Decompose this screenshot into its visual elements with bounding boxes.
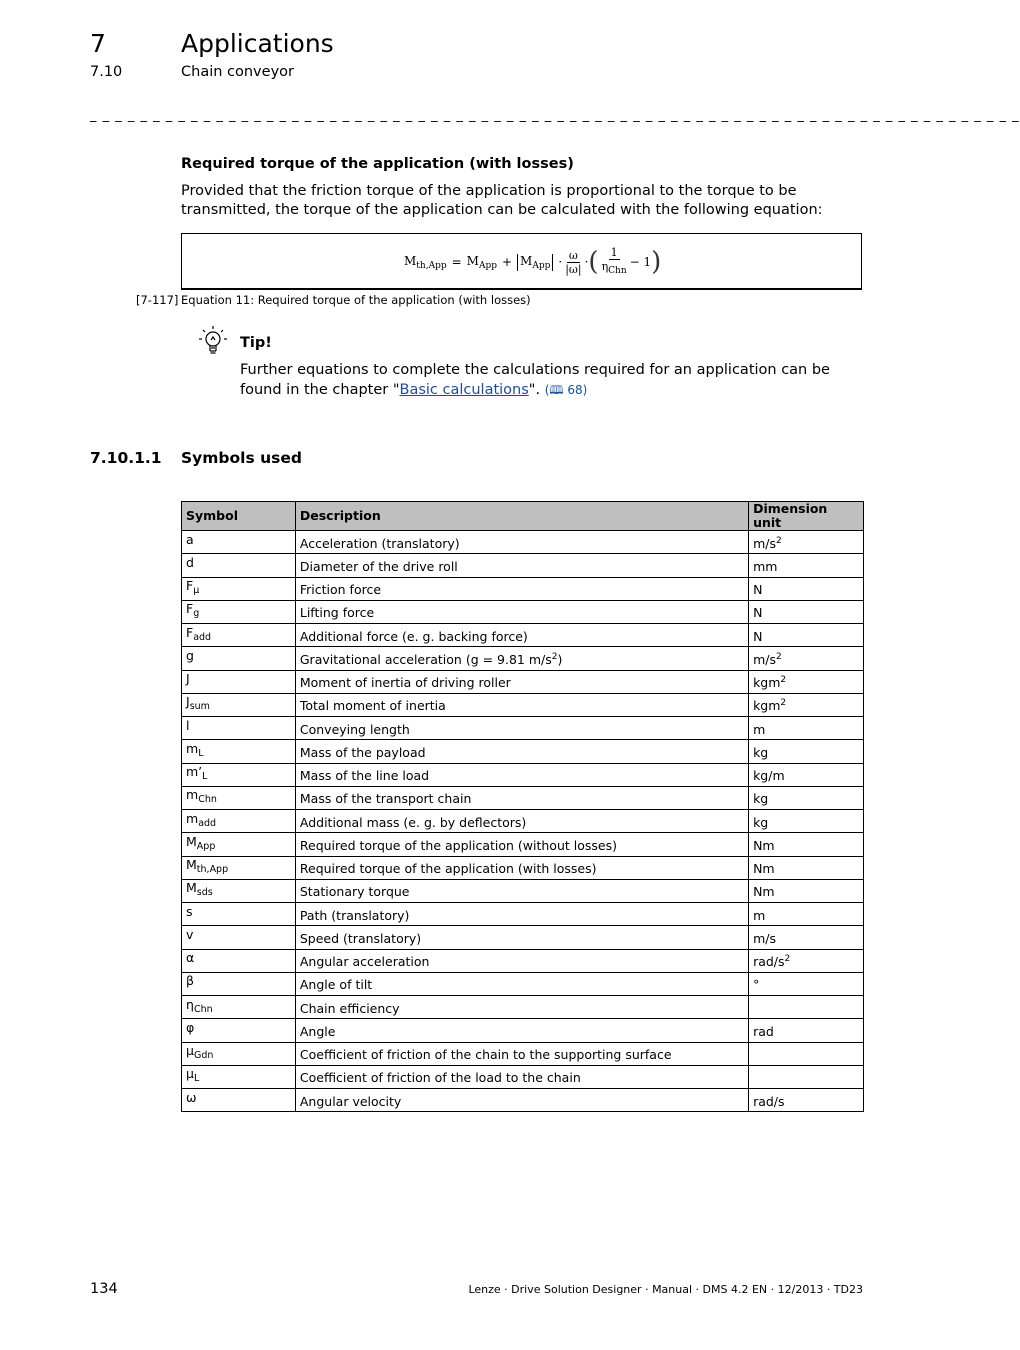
unit-cell: kgm$^2$ <box>749 693 864 716</box>
symbol-cell: $M_{App}$ <box>182 833 296 856</box>
table-row <box>182 693 864 716</box>
subsection-number: 7.10.1.1 <box>90 449 162 467</box>
eq-minus-one: − 1 <box>629 255 652 269</box>
unit-cell: kg/m <box>749 763 864 786</box>
subsection-title: Symbols used <box>181 449 302 467</box>
table-row <box>182 1089 864 1112</box>
description-cell: Gravitational acceleration (g = 9.81 $m/s^2$) <box>295 647 748 670</box>
symbol-cell: $\mu_L$ <box>182 1065 296 1088</box>
unit-cell <box>749 1042 864 1065</box>
description-cell: Acceleration (translatory) <box>295 531 748 554</box>
symbol-cell: $\eta_{Chn}$ <box>182 996 296 1019</box>
lightbulb-icon <box>196 324 230 358</box>
symbol-cell: s <box>182 903 296 926</box>
equation-caption-text: Equation 11: Required torque of the application (with losses) <box>181 293 531 307</box>
unit-cell: N <box>749 600 864 623</box>
description-cell: Mass of the payload <box>295 740 748 763</box>
unit-cell: kg <box>749 786 864 809</box>
table-row <box>182 624 864 647</box>
basic-calculations-link[interactable]: Basic calculations <box>399 382 529 398</box>
symbol-cell: d <box>182 554 296 577</box>
eq-paren-open: ( <box>588 247 599 277</box>
unit-cell: mm <box>749 554 864 577</box>
description-cell: Required torque of the application (with losses) <box>295 856 748 879</box>
unit-cell: m <box>749 717 864 740</box>
description-cell: Additional force (e. g. backing force) <box>295 624 748 647</box>
symbols-table <box>181 501 864 1112</box>
description-cell: Angle <box>295 1019 748 1042</box>
unit-cell: kg <box>749 740 864 763</box>
table-row <box>182 786 864 809</box>
unit-cell <box>749 996 864 1019</box>
unit-cell: m/s <box>749 926 864 949</box>
table-row <box>182 996 864 1019</box>
unit-cell: N <box>749 577 864 600</box>
chapter-number: 7 <box>90 29 106 58</box>
table-row <box>182 926 864 949</box>
table-row <box>182 647 864 670</box>
symbol-cell: β <box>182 972 296 995</box>
table-row <box>182 1019 864 1042</box>
symbol-cell: $M_{th,App}$ <box>182 856 296 879</box>
description-cell: Total moment of inertia <box>295 693 748 716</box>
description-cell: Speed (translatory) <box>295 926 748 949</box>
table-row <box>182 600 864 623</box>
tip-text: Further equations to complete the calculations required for an application can be found in the chapter "Basic calculations". (🕮 68) <box>240 362 830 398</box>
table-row <box>182 810 864 833</box>
eq-equals: = <box>451 255 462 269</box>
description-cell: Chain efficiency <box>295 996 748 1019</box>
eq-lhs: $M_{th,App}$ <box>404 253 447 271</box>
section-number: 7.10 <box>90 64 123 80</box>
symbol-cell: a <box>182 531 296 554</box>
description-cell: Conveying length <box>295 717 748 740</box>
unit-cell: Nm <box>749 879 864 902</box>
eq-paren-close: ) <box>651 247 662 277</box>
unit-cell: rad/s <box>749 1089 864 1112</box>
unit-cell: rad <box>749 1019 864 1042</box>
description-cell: Coefficient of friction of the chain to the supporting surface <box>295 1042 748 1065</box>
table-row <box>182 763 864 786</box>
eq-abs-m-app: $M_{App}$ <box>517 254 553 271</box>
required-torque-paragraph: Provided that the friction torque of the application is proportional to the torque to be transmitted, the torque of the application can be calculated with the following equation: <box>181 183 823 218</box>
table-row <box>182 554 864 577</box>
chapter-title: Applications <box>181 29 334 58</box>
symbol-cell: $M_{sds}$ <box>182 879 296 902</box>
column-header-symbol: Symbol <box>182 502 296 531</box>
symbol-cell: v <box>182 926 296 949</box>
column-header-description: Description <box>295 502 748 531</box>
description-cell: Angle of tilt <box>295 972 748 995</box>
table-row <box>182 717 864 740</box>
table-row <box>182 670 864 693</box>
description-cell: Additional mass (e. g. by deflectors) <box>295 810 748 833</box>
page-reference-link[interactable]: (🕮 68) <box>544 383 588 397</box>
eq-eta-fraction: $\frac{1}{\eta_{Chn}}$ <box>601 246 627 276</box>
table-row <box>182 856 864 879</box>
eq-plus: + <box>501 255 513 269</box>
symbol-cell: $m_{add}$ <box>182 810 296 833</box>
unit-cell: kg <box>749 810 864 833</box>
equation-box <box>181 233 862 289</box>
description-cell: Mass of the line load <box>295 763 748 786</box>
symbol-cell: φ <box>182 1019 296 1042</box>
table-row <box>182 1065 864 1088</box>
torque-equation <box>404 244 661 280</box>
document-info: Lenze · Drive Solution Designer · Manual · DMS 4.2 EN · 12/2013 · TD23 <box>468 1283 863 1296</box>
description-cell: Path (translatory) <box>295 903 748 926</box>
symbol-cell: J <box>182 670 296 693</box>
description-cell: Mass of the transport chain <box>295 786 748 809</box>
table-row <box>182 531 864 554</box>
symbol-cell: l <box>182 717 296 740</box>
eq-omega-fraction: $\frac{\omega}{|\omega|}$ <box>565 248 582 276</box>
tip-label: Tip! <box>240 335 272 351</box>
table-row <box>182 740 864 763</box>
symbol-cell: $F_\mu$ <box>182 577 296 600</box>
symbol-cell: $m’_L$ <box>182 763 296 786</box>
description-cell: Moment of inertia of driving roller <box>295 670 748 693</box>
table-header-row <box>182 502 864 531</box>
description-cell: Required torque of the application (without losses) <box>295 833 748 856</box>
section-title: Chain conveyor <box>181 64 294 80</box>
eq-m-app: $M_{App}$ <box>466 253 497 271</box>
unit-cell <box>749 1065 864 1088</box>
required-torque-heading: Required torque of the application (with losses) <box>181 156 574 172</box>
unit-cell: ° <box>749 972 864 995</box>
description-cell: Diameter of the drive roll <box>295 554 748 577</box>
unit-cell: N <box>749 624 864 647</box>
unit-cell: Nm <box>749 856 864 879</box>
table-row <box>182 577 864 600</box>
description-cell: Angular acceleration <box>295 949 748 972</box>
unit-cell: Nm <box>749 833 864 856</box>
symbol-cell: $m_L$ <box>182 740 296 763</box>
page-number: 134 <box>90 1281 118 1297</box>
symbol-cell: $F_g$ <box>182 600 296 623</box>
table-row <box>182 833 864 856</box>
table-row <box>182 949 864 972</box>
unit-cell: m <box>749 903 864 926</box>
table-row <box>182 1042 864 1065</box>
symbol-cell: $F_{add}$ <box>182 624 296 647</box>
eq-dot-2: · <box>584 255 589 269</box>
eq-dot-1: · <box>558 255 563 269</box>
unit-cell: $m/s^2$ <box>749 647 864 670</box>
header-divider: _ _ _ _ _ _ _ _ _ _ _ _ _ _ _ _ _ _ _ _ _ _ _ _ _ _ _ _ _ _ _ _ _ _ _ _ _ _ _ _ _ _ _ _ _ _ _ _ _ _ _ _ _ _ _ _ _ _ _ _ _ _ _ _ _ _ _ _ _ _ _ _ _ _ <box>90 108 1020 123</box>
symbol-cell: ω <box>182 1089 296 1112</box>
symbol-cell: g <box>182 647 296 670</box>
column-header-unit: Dimension unit <box>749 502 864 531</box>
symbol-cell: $J_{sum}$ <box>182 693 296 716</box>
description-cell: Friction force <box>295 577 748 600</box>
unit-cell: kgm$^2$ <box>749 670 864 693</box>
table-row <box>182 879 864 902</box>
symbol-cell: $m_{Chn}$ <box>182 786 296 809</box>
description-cell: Angular velocity <box>295 1089 748 1112</box>
description-cell: Lifting force <box>295 600 748 623</box>
description-cell: Coefficient of friction of the load to the chain <box>295 1065 748 1088</box>
table-row <box>182 903 864 926</box>
unit-cell: rad/$s^2$ <box>749 949 864 972</box>
unit-cell: $m/s^2$ <box>749 531 864 554</box>
description-cell: Stationary torque <box>295 879 748 902</box>
table-row <box>182 972 864 995</box>
symbol-cell: $\mu_{Gdn}$ <box>182 1042 296 1065</box>
symbol-cell: α <box>182 949 296 972</box>
equation-caption-ref: [7-117] <box>136 293 179 307</box>
